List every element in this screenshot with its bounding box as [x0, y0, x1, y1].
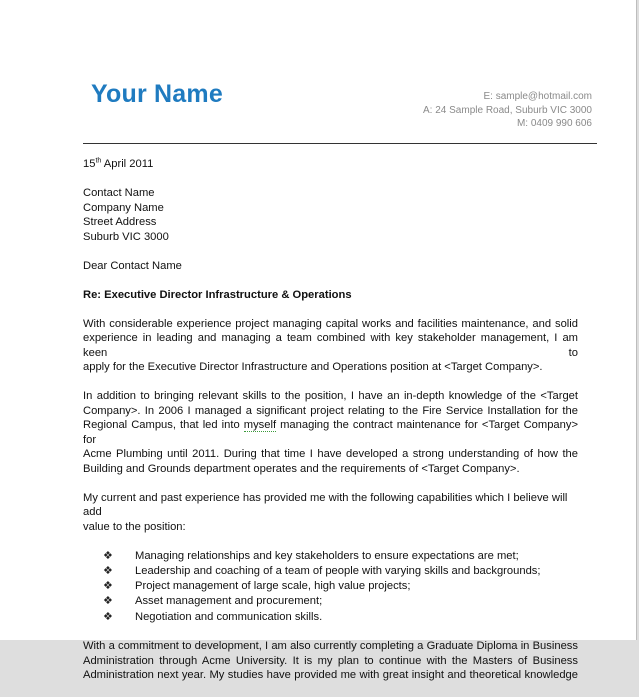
sender-address: A: 24 Sample Road, Suburb VIC 3000 [423, 104, 592, 116]
text-line: Administration next year. My studies have provided me with great insight and theoretical knowledge [83, 669, 578, 682]
text-line: Administration through Acme University. It is my plan to continue with the Masters of Business [83, 654, 578, 667]
text-line: In addition to bringing relevant skills to the position, I have an in-depth knowledge of the <Target [83, 390, 578, 402]
diamond-bullet-icon: ❖ [103, 564, 113, 577]
text-line: Company>. In 2006 I managed a significant project relating to the Fire Service Installation for the [83, 404, 578, 417]
text-line: With a commitment to development, I am also currently completing a Graduate Diploma in Business [83, 640, 578, 653]
letter-date: 15th April 2011 [83, 157, 154, 170]
list-item: ❖ Project management of large scale, high value projects; [83, 579, 578, 594]
sender-mobile: M: 0409 990 606 [516, 118, 592, 129]
recipient-line: Contact Name [83, 187, 155, 199]
text-line: My current and past experience has provided me with the following capabilities which I believe will add [83, 491, 568, 518]
header-divider [83, 143, 597, 144]
text-line: Regional Campus, that led into myself managing the contract maintenance for <Target Company> for [83, 419, 578, 446]
paragraph-capabilities-intro [83, 491, 578, 535]
list-item: ❖ Managing relationships and key stakeholders to ensure expectations are met; [83, 549, 578, 564]
diamond-bullet-icon: ❖ [103, 549, 113, 562]
sender-email: E: sample@hotmail.com [483, 91, 592, 102]
recipient-address [83, 186, 578, 244]
sender-contact-block [423, 90, 592, 131]
spelling-flag: myself [243, 419, 277, 431]
recipient-line: Suburb VIC 3000 [83, 230, 169, 243]
paragraph-development [83, 639, 578, 683]
subject-line: Re: Executive Director Infrastructure & Operations [83, 288, 352, 301]
capabilities-list [83, 549, 578, 625]
list-item: ❖ Negotiation and communication skills. [83, 610, 578, 625]
diamond-bullet-icon: ❖ [103, 580, 113, 593]
list-item: ❖ Asset management and procurement; [83, 594, 578, 609]
text-line: With considerable experience project managing capital works and facilities maintenance, and solid [83, 317, 578, 330]
salutation: Dear Contact Name [83, 259, 182, 272]
text-line: value to the position: [83, 520, 186, 533]
sender-name: Your Name [91, 80, 223, 108]
diamond-bullet-icon: ❖ [103, 610, 113, 623]
recipient-line: Street Address [83, 216, 157, 228]
list-item: ❖ Leadership and coaching of a team of people with varying skills and backgrounds; [83, 564, 578, 579]
diamond-bullet-icon: ❖ [103, 595, 113, 608]
paragraph-intro [83, 317, 578, 375]
text-line: Acme Plumbing until 2011. During that time I have developed a strong understanding of how the [83, 448, 578, 460]
text-line: apply for the Executive Director Infrastructure and Operations position at <Target Company>. [83, 361, 543, 373]
letter-body [83, 157, 578, 697]
text-line: Building and Grounds department operates and the requirements of <Target Company>. [83, 462, 520, 475]
paragraph-experience [83, 389, 578, 476]
text-line: experience in leading and managing a team combined with key stakeholder management, I am keen to [83, 332, 578, 359]
recipient-line: Company Name [83, 201, 164, 214]
